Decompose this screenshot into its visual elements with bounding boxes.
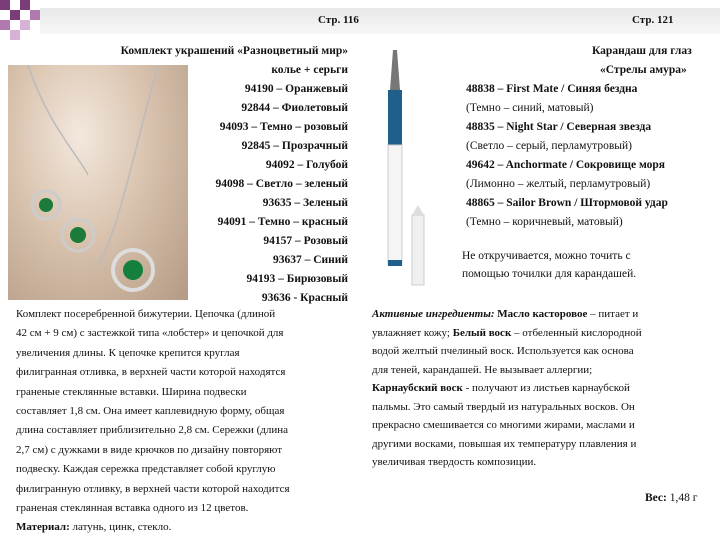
pencil-subtitle: «Стрелы амура»	[600, 64, 687, 76]
variant-item: 94093 – Темно – розовый	[219, 121, 348, 133]
ingredients-line: прекрасно смешивается со многими жирами, маслами и	[372, 419, 635, 431]
shade-desc: (Темно – коричневый, матовый)	[466, 216, 623, 228]
page-number-left: Стр. 116	[318, 14, 359, 26]
variant-item: 94091 – Темно – красный	[217, 216, 348, 228]
variant-item: 94190 – Оранжевый	[244, 83, 348, 95]
shade-name: 48838 – First Mate / Синяя бездна	[466, 83, 638, 95]
description-line: Комплект посеребренной бижутерии. Цепочка (длиной	[16, 308, 276, 320]
shade-desc: (Темно – синий, матовый)	[466, 102, 594, 114]
variant-item: 93635 – Зеленый	[262, 197, 348, 209]
material-line	[16, 518, 356, 537]
variant-item: 93636 - Красный	[261, 292, 348, 304]
description-line: 42 см + 9 см) с застежкой типа «лобстер» и цепочкой для	[16, 327, 284, 340]
material-label: Материал:	[16, 521, 70, 534]
jewelry-description	[16, 305, 356, 538]
ingredients-line: водой желтый пчелиный воск. Используется как основа	[372, 345, 634, 357]
ingredients-line: пальмы. Это самый твердый из натуральных восков. Он	[372, 400, 635, 413]
ingredients-label: Активные ингредиенты:	[372, 308, 498, 320]
ingredients-line: увеличивая твердость композиции.	[372, 456, 537, 468]
weight-value: 1,48 г	[666, 492, 698, 504]
material-value: латунь, цинк, стекло.	[69, 521, 172, 534]
sharpen-note: помощью точилки для карандашей.	[462, 268, 637, 280]
shade-name: 48835 – Night Star / Северная звезда	[466, 121, 652, 133]
description-line: длина составляет приблизительно 2,8 см. Сережки (длина	[16, 424, 288, 437]
shade-name: 48865 – Sailor Brown / Штормовой удар	[466, 197, 668, 209]
description-line: 2,7 см) с дужками в виде крючков по дизайну повторяют	[16, 443, 283, 456]
variant-item: 92844 – Фиолетовый	[241, 102, 348, 114]
jewelry-subtitle: колье + серьги	[271, 64, 348, 76]
ingredients-line	[372, 305, 712, 324]
variant-item: 94098 – Светло – зеленый	[215, 178, 348, 190]
description-line: составляет 1,8 см. Она имеет каплевидную форму, общая	[16, 405, 285, 418]
shade-desc: (Лимонно – желтый, перламутровый)	[466, 178, 651, 190]
jewelry-title: Комплект украшений «Разноцветный мир»	[120, 45, 348, 57]
jewelry-photo	[8, 65, 188, 300]
ingredient-name: Карнаубский воск	[372, 382, 463, 394]
page-number-right: Стр. 121	[632, 14, 674, 26]
variant-item: 94157 – Розовый	[263, 235, 348, 247]
variant-item: 92845 – Прозрачный	[241, 140, 348, 152]
description-line: филигранную отливку, в верхней части которой находится	[16, 482, 290, 495]
description-line: подвеску. Каждая сережка представляет собой круглую	[16, 463, 276, 476]
variant-item: 93637 – Синий	[272, 254, 348, 266]
weight-label: Вес:	[645, 492, 667, 504]
ingredients-line	[372, 379, 712, 398]
eye-pencil-image	[360, 45, 430, 295]
ingredient-name: Масло касторовое	[497, 308, 588, 320]
shade-desc: (Светло – серый, перламутровый)	[466, 140, 632, 152]
shade-name: 49642 – Anchormate / Сокровище моря	[466, 159, 665, 171]
variant-item: 94092 – Голубой	[265, 159, 348, 171]
description-line: увеличения длины. К цепочке крепится круглая	[16, 346, 240, 359]
ingredient-text: увлажняет кожу;	[372, 326, 453, 339]
description-line: граненая стеклянная вставка одного из 12 цветов.	[16, 502, 249, 515]
ingredients-block	[372, 305, 712, 472]
ingredient-text: - получают из листьев карнаубской	[462, 382, 630, 394]
ingredient-name: Белый воск	[452, 326, 512, 339]
ingredients-line: другими восками, повышая их температуру плавления и	[372, 437, 637, 450]
pencil-title: Карандаш для глаз	[592, 45, 692, 57]
variant-item: 94193 – Бирюзовый	[246, 273, 348, 285]
ingredient-text: – отбеленный кислородной	[511, 326, 642, 339]
ingredients-line: для теней, карандашей. Не вызывает аллергии;	[372, 363, 593, 376]
ingredients-line	[372, 324, 712, 343]
header-bar	[40, 8, 720, 34]
description-line: филигранная отливка, в верхней части которой находятся	[16, 366, 286, 379]
sharpen-note: Не откручивается, можно точить с	[462, 250, 631, 262]
description-line: граненые стеклянные вставки. Ширина подвески	[16, 385, 247, 398]
ingredient-text: – питает и	[587, 308, 639, 320]
weight-line	[645, 492, 697, 504]
